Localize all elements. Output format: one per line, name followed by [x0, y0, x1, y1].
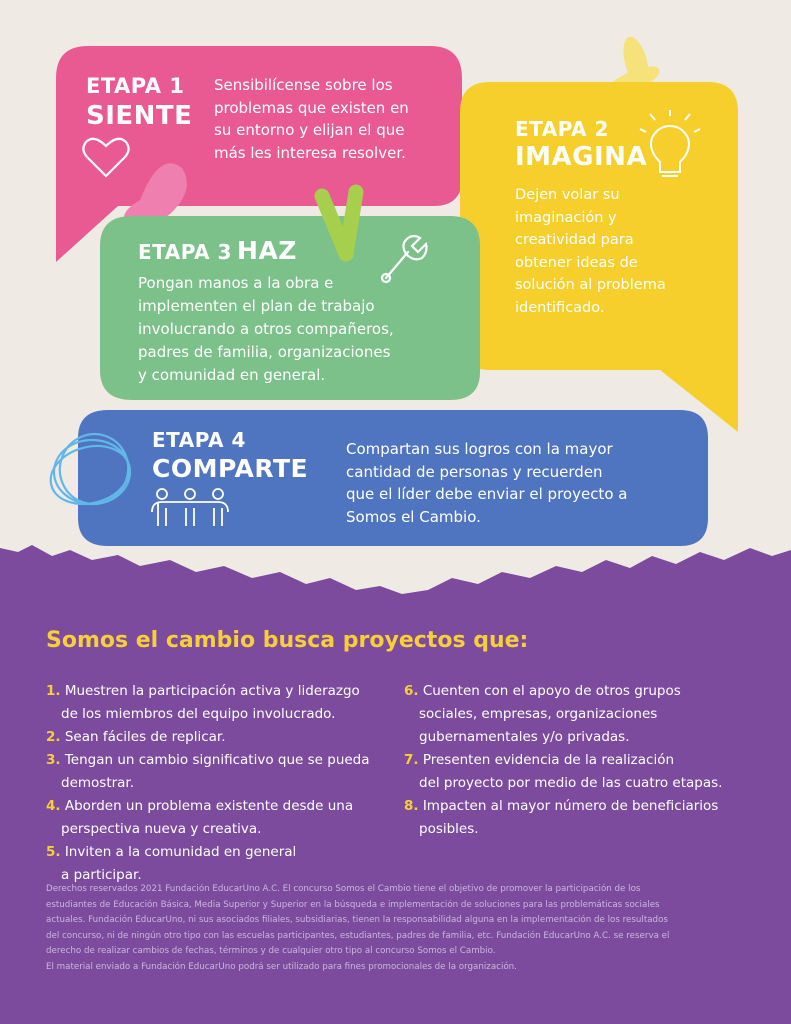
etapa4-line: Somos el Cambio. — [346, 507, 481, 526]
list-item: 4. Aborden un problema existente desde una perspectiva nueva y creativa. — [46, 798, 354, 837]
etapa1-line: su entorno y elijan el que — [214, 121, 405, 139]
etapa3-description — [138, 272, 458, 387]
etapa2-description — [515, 184, 730, 319]
etapa3-line: y comunidad en general. — [138, 366, 326, 384]
footer-line: El material enviado a Fundación EducarUno podrá ser utilizado para fines promocionales de la organización. — [46, 961, 517, 972]
section-heading: Somos el cambio busca proyectos que: — [46, 628, 529, 653]
footer-line: estudiantes de Educación Básica, Media Superior y Superior en la búsqueda e implementación de soluciones para las problemáticas sociales — [46, 899, 660, 910]
etapa3-line: padres de familia, organizaciones — [138, 343, 391, 361]
etapa4-title: COMPARTE — [152, 454, 309, 483]
etapa4-description — [346, 438, 696, 528]
etapa1-line: Sensibilícense sobre los — [214, 76, 393, 94]
legal-footer — [46, 882, 746, 975]
etapa4-line: Compartan sus logros con la mayor — [346, 440, 613, 458]
list-item: 1. Muestren la participación activa y liderazgo de los miembros del equipo involucrado. — [46, 683, 360, 722]
footer-line: del concurso, ni de ningún otro tipo con las escuelas participantes, estudiantes, padres de familia, etc. Fundación EducarUno A.C. se reserva el — [46, 930, 670, 941]
list-item: 6. Cuenten con el apoyo de otros grupos sociales, empresas, organizaciones gubernamentales y/o privadas. — [404, 683, 681, 745]
etapa2-line: obtener ideas de — [515, 254, 638, 271]
etapa2-line: Dejen volar su — [515, 187, 620, 203]
footer-line: derecho de realizar cambios de fechas, términos y de cualquier otro tipo al concurso Somos el Cambio. — [46, 946, 496, 956]
etapa1-line: problemas que existen en — [214, 98, 409, 117]
list-item: 7. Presenten evidencia de la realización del proyecto por medio de las cuatro etapas. — [404, 752, 723, 791]
etapa4-line: que el líder debe enviar el proyecto a — [346, 485, 628, 503]
etapa3-title: HAZ — [237, 236, 297, 265]
etapa1-description — [214, 74, 454, 164]
etapa3-line: involucrando a otros compañeros, — [138, 320, 394, 338]
criteria-list-right — [404, 680, 754, 841]
etapa3-label: ETAPA 3 — [138, 240, 232, 264]
etapa4-label: ETAPA 4 — [152, 428, 246, 452]
etapa3-heading — [138, 236, 297, 265]
etapa3-line: Pongan manos a la obra e — [138, 274, 334, 292]
footer-line: Derechos reservados 2021 Fundación EducarUno A.C. El concurso Somos el Cambio tiene el objetivo de promover la participación de los — [46, 884, 641, 894]
etapa4-line: cantidad de personas y recuerden — [346, 462, 603, 481]
etapa2-line: imaginación y — [515, 209, 617, 226]
list-item: 8. Impacten al mayor número de beneficiarios posibles. — [404, 798, 719, 837]
etapa3-line: implementen el plan de trabajo — [138, 297, 375, 315]
footer-line: actuales. Fundación EducarUno, ni sus asociados filiales, subsidiarias, tienen la responsabilidad alguna en la implementación de los resultados — [46, 915, 668, 925]
etapa1-title: SIENTE — [86, 101, 193, 131]
etapa2-line: identificado. — [515, 299, 605, 316]
etapa1-line: más les interesa resolver. — [214, 143, 406, 162]
list-item: 3. Tengan un cambio significativo que se pueda demostrar. — [46, 752, 370, 791]
etapa2-label: ETAPA 2 — [515, 117, 609, 141]
etapa1-label: ETAPA 1 — [86, 74, 185, 98]
criteria-list-left — [46, 680, 396, 887]
etapa2-title: IMAGINA — [515, 142, 648, 172]
list-item: 2. Sean fáciles de replicar. — [46, 729, 226, 745]
list-item: 5. Inviten a la comunidad en general a participar. — [46, 844, 297, 883]
etapa2-line: solución al problema — [515, 277, 666, 293]
etapa2-line: creatividad para — [515, 232, 634, 248]
